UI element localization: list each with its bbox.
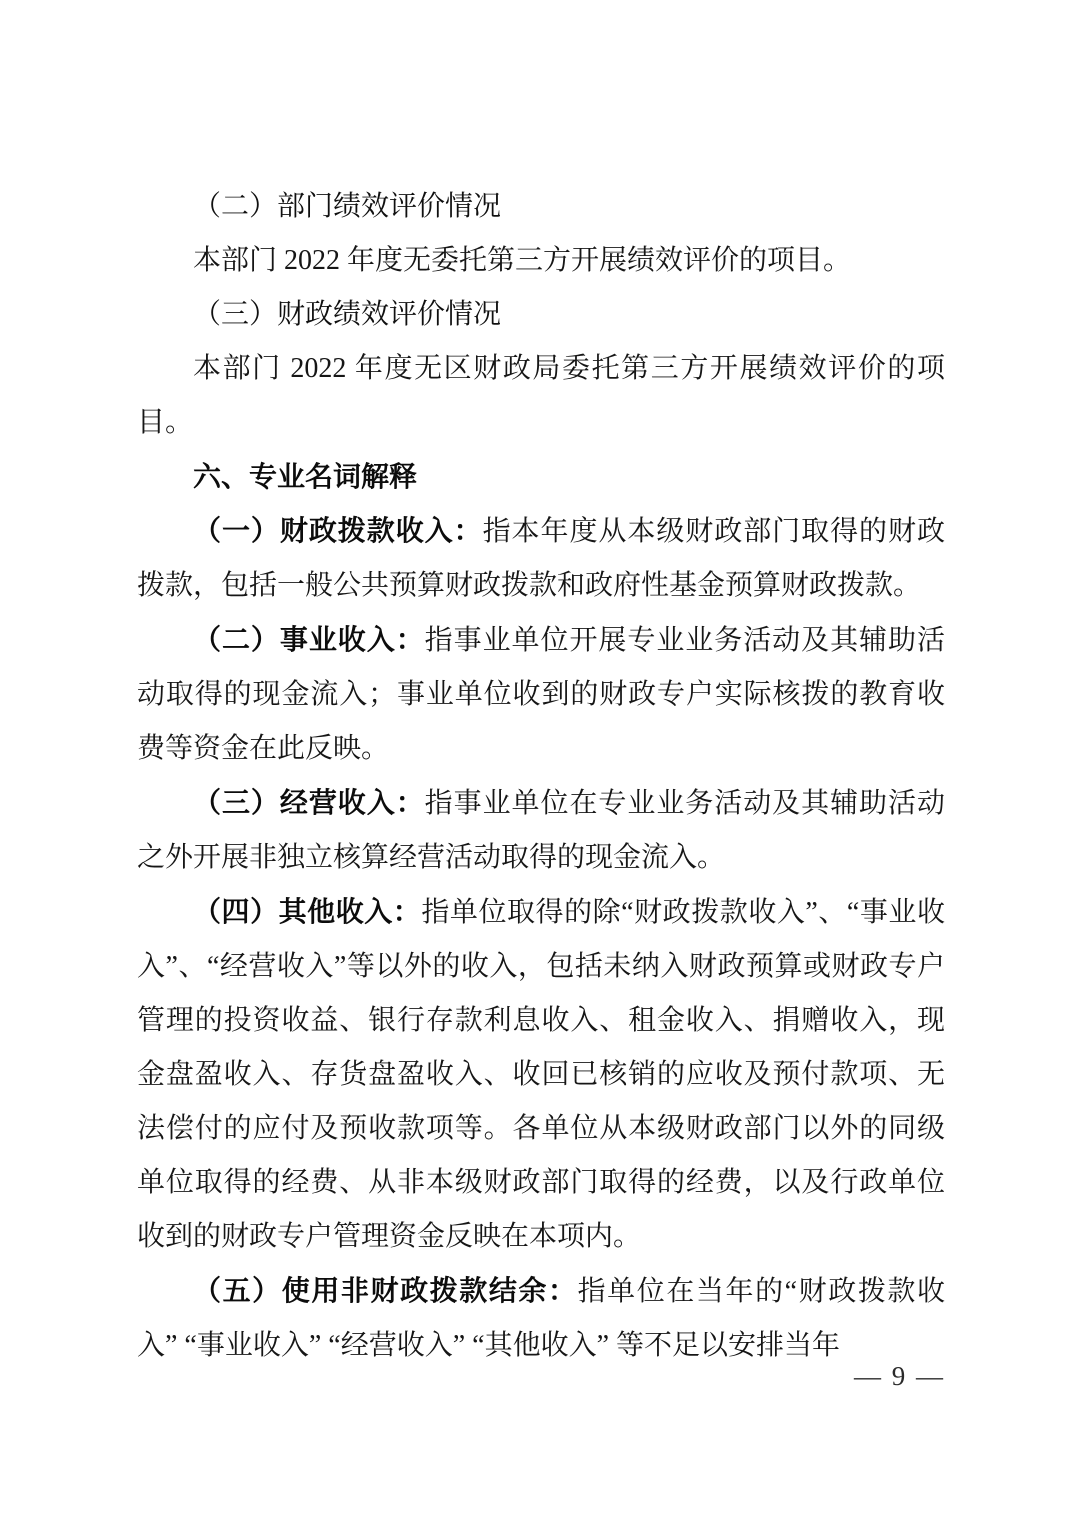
heading-terms-glossary: 六、专业名词解释 [193, 461, 418, 492]
para-term-fiscal-appropriation-income [137, 504, 945, 613]
term-label-fiscal-appropriation: （一）财政拨款收入： [193, 515, 483, 546]
para-dept-no-third-party: 本部门 2022 年度无委托第三方开展绩效评价的项目。 [193, 245, 852, 276]
term-label-other-income: （四）其他收入： [193, 896, 422, 927]
term-definition-non-fiscal-balance: 指单位在当年的“财政拨款收入” “事业收入” “经营收入” “其他收入” 等不足以安排当年 [137, 1276, 945, 1361]
para-term-operating-income [137, 776, 945, 885]
term-definition-operating-income: 指事业单位在专业业务活动及其辅助活动之外开展非独立核算经营活动取得的现金流入。 [137, 788, 945, 873]
document-body [137, 180, 945, 1373]
term-label-non-fiscal-balance: （五）使用非财政拨款结余： [193, 1275, 578, 1306]
term-label-operating-income: （三）经营收入： [193, 787, 425, 818]
para-term-other-income [137, 885, 945, 1264]
term-definition-business-income: 指事业单位开展专业业务活动及其辅助活动取得的现金流入；事业单位收到的财政专户实际核拨的教育收费等资金在此反映。 [137, 625, 945, 764]
para-finance-no-third-party: 本部门 2022 年度无区财政局委托第三方开展绩效评价的项目。 [137, 353, 945, 438]
page-number: — 9 — [854, 1361, 945, 1391]
para-term-business-income [137, 613, 945, 776]
term-definition-fiscal-appropriation: 指本年度从本级财政部门取得的财政拨款，包括一般公共预算财政拨款和政府性基金预算财政拨款。 [137, 516, 945, 601]
heading-finance-performance-eval: （三）财政绩效评价情况 [193, 299, 502, 330]
heading-dept-performance-eval: （二）部门绩效评价情况 [193, 191, 502, 222]
term-definition-other-income: 指单位取得的除“财政拨款收入”、“事业收入”、“经营收入”等以外的收入，包括未纳入财政预算或财政专户管理的投资收益、银行存款利息收入、租金收入、捐赠收入，现金盘盈收入、存货盘盈收入、收回已核销的应收及预付款项、无法偿付的应付及预收款项等。各单位从本级财政部门以外的同级单位取得的经费、从非本级财政部门取得的经费，以及行政单位收到的财政专户管理资金反映在本项内。 [137, 897, 945, 1252]
para-term-non-fiscal-balance [137, 1264, 945, 1373]
term-label-business-income: （二）事业收入： [193, 624, 425, 655]
